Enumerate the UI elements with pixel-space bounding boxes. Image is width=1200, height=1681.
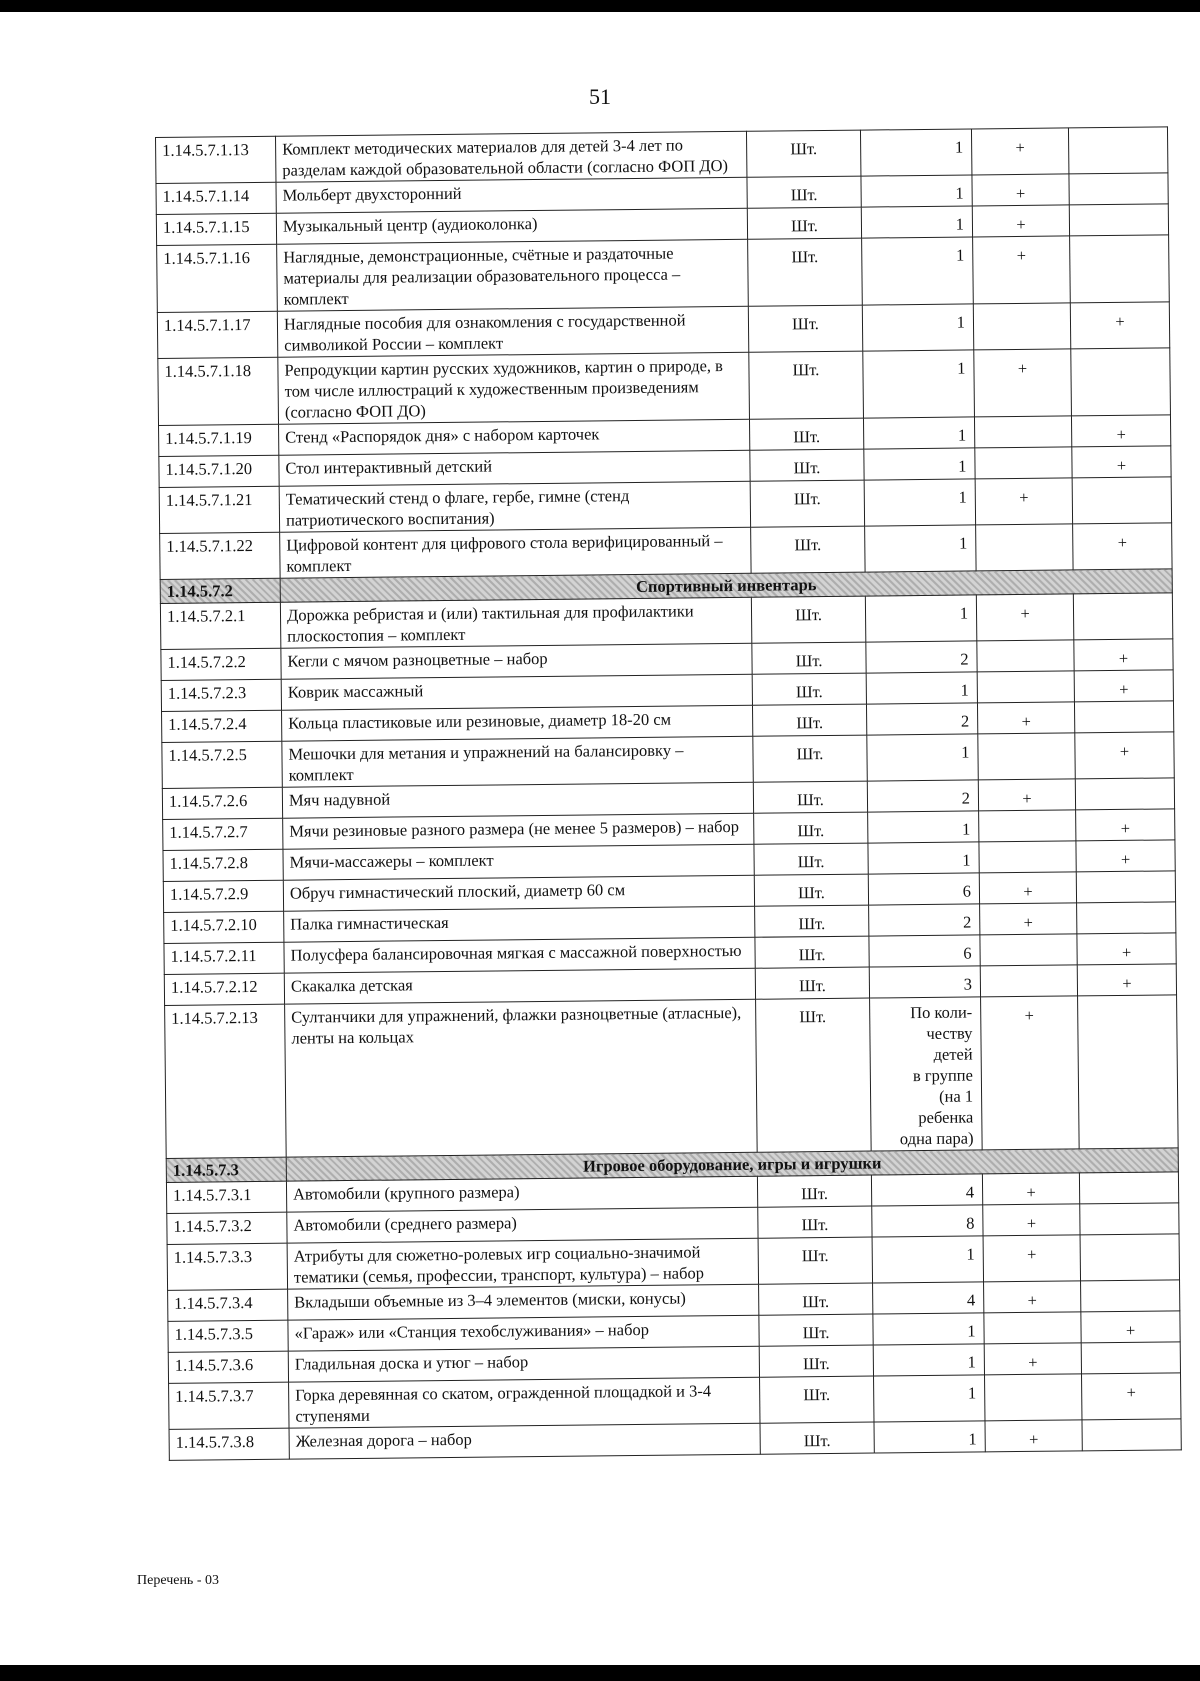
item-quantity: 2 xyxy=(867,780,978,812)
item-name: Горка деревянная со скатом, огражденной площадкой и 3-4 ступенями xyxy=(289,1377,760,1428)
item-name: Железная дорога – набор xyxy=(289,1423,760,1459)
item-unit: Шт. xyxy=(751,526,865,573)
mark-column-1 xyxy=(979,810,1076,842)
item-code: 1.14.5.7.2.13 xyxy=(165,1004,287,1158)
item-code: 1.14.5.7.2.6 xyxy=(162,787,282,819)
mark-column-1 xyxy=(976,524,1073,571)
mark-column-2: + xyxy=(1077,933,1176,965)
item-quantity: 4 xyxy=(873,1282,984,1314)
item-unit: Шт. xyxy=(755,967,869,999)
mark-column-2: + xyxy=(1074,670,1173,702)
item-unit: Шт. xyxy=(754,812,868,844)
item-quantity: 6 xyxy=(869,935,980,967)
mark-column-1: + xyxy=(980,903,1077,935)
item-name: Мольберт двухсторонний xyxy=(276,177,747,213)
item-quantity: 1 xyxy=(873,1344,984,1376)
item-quantity: 1 xyxy=(861,175,972,207)
item-unit: Шт. xyxy=(758,1206,872,1238)
item-name: Стол интерактивный детский xyxy=(279,450,750,486)
item-quantity: 1 xyxy=(860,129,971,176)
mark-column-2 xyxy=(1078,995,1179,1149)
item-code: 1.14.5.7.2.4 xyxy=(162,710,282,742)
mark-column-1 xyxy=(980,934,1077,966)
item-name: Тематический стенд о флаге, гербе, гимне (стенд патриотического воспитания) xyxy=(279,481,750,532)
mark-column-1: + xyxy=(983,1204,1080,1236)
mark-column-1 xyxy=(975,447,1072,479)
item-unit: Шт. xyxy=(748,238,863,306)
item-unit: Шт. xyxy=(747,176,861,208)
item-name: Коврик массажный xyxy=(281,674,752,710)
item-name: Дорожка ребристая и (или) тактильная для профилактики плоскостопия – комплект xyxy=(280,597,751,648)
item-code: 1.14.5.7.3.7 xyxy=(169,1382,289,1429)
item-name: Музыкальный центр (аудиоколонка) xyxy=(276,208,747,244)
mark-column-2: + xyxy=(1072,446,1171,478)
item-unit: Шт. xyxy=(753,735,867,782)
item-name: Цифровой контент для цифрового стола верифицированный – комплект xyxy=(280,527,751,578)
item-unit: Шт. xyxy=(759,1283,873,1315)
mark-column-2 xyxy=(1077,902,1176,934)
item-code: 1.14.5.7.1.19 xyxy=(159,424,279,456)
mark-column-2 xyxy=(1075,778,1174,810)
item-name: Автомобили (среднего размера) xyxy=(287,1207,758,1243)
mark-column-1: + xyxy=(982,1173,1079,1205)
item-unit: Шт. xyxy=(750,449,864,481)
item-code: 1.14.5.7.2.7 xyxy=(163,818,283,850)
item-code: 1.14.5.7.2.11 xyxy=(164,942,284,974)
item-code: 1.14.5.7.3.5 xyxy=(168,1320,288,1352)
mark-column-2 xyxy=(1081,1342,1180,1374)
item-unit: Шт. xyxy=(747,207,861,239)
mark-column-1 xyxy=(977,671,1074,703)
item-quantity: 3 xyxy=(869,966,980,998)
mark-column-1 xyxy=(984,1312,1081,1344)
item-unit: Шт. xyxy=(752,642,866,674)
item-unit: Шт. xyxy=(746,130,860,177)
item-code: 1.14.5.7.2.8 xyxy=(163,849,283,881)
item-code: 1.14.5.7.1.18 xyxy=(158,357,279,425)
item-code: 1.14.5.7.2.1 xyxy=(160,602,280,649)
mark-column-1: + xyxy=(984,1343,1081,1375)
mark-column-1: + xyxy=(979,872,1076,904)
item-unit: Шт. xyxy=(752,704,866,736)
item-code: 1.14.5.7.1.13 xyxy=(156,136,276,183)
item-code: 1.14.5.7.2.9 xyxy=(163,880,283,912)
table-row xyxy=(158,348,1171,426)
item-name: Султанчики для упражнений, флажки разноцветные (атласные), ленты на кольцах xyxy=(285,999,758,1157)
item-unit: Шт. xyxy=(752,673,866,705)
item-quantity: 8 xyxy=(872,1205,983,1237)
item-unit: Шт. xyxy=(755,905,869,937)
item-unit: Шт. xyxy=(749,418,863,450)
item-quantity: 1 xyxy=(872,1236,983,1283)
item-code: 1.14.5.7.2.3 xyxy=(161,679,281,711)
item-code: 1.14.5.7.1.16 xyxy=(157,244,278,312)
item-name: «Гараж» или «Станция техобслуживания» – набор xyxy=(288,1315,759,1351)
item-code: 1.14.5.7.3.3 xyxy=(167,1243,287,1290)
mark-column-2 xyxy=(1080,1203,1179,1235)
item-code: 1.14.5.7.2.5 xyxy=(162,741,282,788)
item-name: Атрибуты для сюжетно-ролевых игр социально-значимой тематики (семья, профессии, транспорт, культура) – набор xyxy=(287,1238,758,1289)
item-unit: Шт. xyxy=(759,1345,873,1377)
item-name: Кольца пластиковые или резиновые, диаметр 18-20 см xyxy=(282,705,753,741)
mark-column-2: + xyxy=(1081,1311,1180,1343)
footer-label: Перечень - 03 xyxy=(137,1573,219,1588)
mark-column-2: + xyxy=(1077,964,1176,996)
mark-column-1: + xyxy=(972,174,1069,206)
item-code: 1.14.5.7.1.22 xyxy=(160,532,280,579)
mark-column-2 xyxy=(1079,1172,1178,1204)
item-name: Репродукции картин русских художников, картин о природе, в том числе иллюстраций к художественным произведениям (согласно ФОП ДО) xyxy=(278,352,750,424)
item-quantity: 4 xyxy=(871,1174,982,1206)
item-name: Палка гимнастическая xyxy=(284,906,755,942)
mark-column-1 xyxy=(979,841,1076,873)
item-name: Комплект методических материалов для детей 3-4 лет по разделам каждой образовательной области (согласно ФОП ДО) xyxy=(275,131,746,182)
scan-top-border xyxy=(0,0,1200,12)
item-name: Обруч гимнастический плоский, диаметр 60 см xyxy=(283,875,754,911)
mark-column-1: + xyxy=(978,779,1075,811)
item-unit: Шт. xyxy=(755,936,869,968)
item-name: Мячи резиновые разного размера (не менее 5 размеров) – набор xyxy=(283,813,754,849)
item-name: Полусфера балансировочная мягкая с массажной поверхностью xyxy=(284,937,755,973)
item-name: Мячи-массажеры – комплект xyxy=(283,844,754,880)
mark-column-1 xyxy=(985,1374,1082,1421)
mark-column-1 xyxy=(977,640,1074,672)
item-name: Скакалка детская xyxy=(284,968,755,1004)
mark-column-1: + xyxy=(971,128,1068,175)
item-quantity: 1 xyxy=(863,350,975,418)
item-quantity: 1 xyxy=(868,842,979,874)
mark-column-1: + xyxy=(975,478,1072,525)
item-code: 1.14.5.7.1.21 xyxy=(159,486,279,533)
item-quantity: 1 xyxy=(874,1421,985,1453)
mark-column-1: + xyxy=(973,236,1071,304)
item-quantity: 1 xyxy=(866,672,977,704)
mark-column-2: + xyxy=(1071,415,1170,447)
section-title: Спортивный инвентарь xyxy=(280,569,1172,602)
mark-column-1: + xyxy=(981,996,1080,1150)
item-name: Наглядные, демонстрационные, счётные и раздаточные материалы для реализации образовательного процесса – комплект xyxy=(277,239,749,311)
mark-column-2: + xyxy=(1070,302,1169,349)
item-quantity: 1 xyxy=(864,479,975,526)
mark-column-2 xyxy=(1069,204,1168,236)
mark-column-2: + xyxy=(1076,809,1175,841)
mark-column-1: + xyxy=(972,205,1069,237)
item-name: Наглядные пособия для ознакомления с государственной символикой России – комплект xyxy=(277,306,748,357)
mark-column-2: + xyxy=(1075,732,1174,779)
item-quantity: 2 xyxy=(866,641,977,673)
item-name: Кегли с мячом разноцветные – набор xyxy=(281,643,752,679)
item-quantity: 1 xyxy=(865,525,976,572)
item-quantity: 2 xyxy=(869,904,980,936)
item-unit: Шт. xyxy=(751,596,865,643)
mark-column-1: + xyxy=(985,1420,1082,1452)
item-name: Мешочки для метания и упражнений на балансировку – комплект xyxy=(282,736,753,787)
page-number: 51 xyxy=(589,84,611,109)
section-code: 1.14.5.7.3 xyxy=(166,1157,286,1182)
item-code: 1.14.5.7.3.6 xyxy=(168,1351,288,1383)
item-quantity: 1 xyxy=(867,734,978,781)
equipment-table-body xyxy=(156,127,1182,1461)
item-quantity: 1 xyxy=(864,448,975,480)
item-name: Стенд «Распорядок дня» с набором карточек xyxy=(279,419,750,455)
section-code: 1.14.5.7.2 xyxy=(160,578,280,603)
mark-column-1: + xyxy=(984,1281,1081,1313)
mark-column-1: + xyxy=(983,1235,1080,1282)
item-code: 1.14.5.7.2.10 xyxy=(164,911,284,943)
item-unit: Шт. xyxy=(750,480,864,527)
equipment-table xyxy=(155,126,1182,1461)
item-code: 1.14.5.7.1.15 xyxy=(156,213,276,245)
item-unit: Шт. xyxy=(753,781,867,813)
item-quantity: 1 xyxy=(874,1375,985,1422)
mark-column-2 xyxy=(1071,348,1171,416)
table-row xyxy=(157,235,1170,313)
mark-column-2 xyxy=(1068,127,1167,174)
mark-column-1: + xyxy=(977,702,1074,734)
mark-column-2: + xyxy=(1076,840,1175,872)
item-quantity: 1 xyxy=(862,304,973,351)
item-code: 1.14.5.7.3.4 xyxy=(168,1289,288,1321)
item-unit: Шт. xyxy=(754,874,868,906)
mark-column-2 xyxy=(1081,1280,1180,1312)
mark-column-2: + xyxy=(1082,1373,1181,1420)
item-quantity: 1 xyxy=(868,811,979,843)
mark-column-2 xyxy=(1069,173,1168,205)
mark-column-2: + xyxy=(1073,523,1172,570)
mark-column-2 xyxy=(1070,235,1170,303)
item-unit: Шт. xyxy=(758,1237,872,1284)
item-code: 1.14.5.7.3.8 xyxy=(169,1428,289,1460)
mark-column-2 xyxy=(1073,593,1172,640)
mark-column-1 xyxy=(980,965,1077,997)
item-unit: Шт. xyxy=(760,1422,874,1454)
item-quantity: 1 xyxy=(873,1313,984,1345)
item-code: 1.14.5.7.1.17 xyxy=(157,311,277,358)
table-row xyxy=(165,995,1179,1159)
item-code: 1.14.5.7.3.2 xyxy=(167,1212,287,1244)
mark-column-1: + xyxy=(974,349,1072,417)
item-unit: Шт. xyxy=(754,843,868,875)
item-unit: Шт. xyxy=(756,998,872,1152)
item-name: Мяч надувной xyxy=(282,782,753,818)
item-quantity: 1 xyxy=(861,206,972,238)
mark-column-2: + xyxy=(1074,639,1173,671)
item-quantity: По коли- честву детей в группе (на 1 ребенка одна пара) xyxy=(870,997,983,1151)
item-name: Вкладыши объемные из 3–4 элементов (миски, конусы) xyxy=(288,1284,759,1320)
item-unit: Шт. xyxy=(749,351,864,419)
item-unit: Шт. xyxy=(759,1314,873,1346)
item-code: 1.14.5.7.2.12 xyxy=(164,973,284,1005)
mark-column-2 xyxy=(1072,477,1171,524)
mark-column-1 xyxy=(978,733,1075,780)
item-quantity: 6 xyxy=(868,873,979,905)
item-code: 1.14.5.7.2.2 xyxy=(161,648,281,680)
mark-column-2 xyxy=(1080,1234,1179,1281)
item-name: Автомобили (крупного размера) xyxy=(286,1176,757,1212)
item-unit: Шт. xyxy=(760,1376,874,1423)
mark-column-2 xyxy=(1074,701,1173,733)
mark-column-1: + xyxy=(976,594,1073,641)
item-quantity: 1 xyxy=(863,417,974,449)
scan-bottom-border xyxy=(0,1665,1200,1681)
item-name: Гладильная доска и утюг – набор xyxy=(288,1346,759,1382)
item-quantity: 2 xyxy=(866,703,977,735)
item-quantity: 1 xyxy=(862,237,974,305)
mark-column-2 xyxy=(1082,1419,1181,1451)
item-code: 1.14.5.7.1.20 xyxy=(159,455,279,487)
item-unit: Шт. xyxy=(748,305,862,352)
section-title: Игровое оборудование, игры и игрушки xyxy=(286,1148,1178,1181)
item-quantity: 1 xyxy=(865,595,976,642)
mark-column-2 xyxy=(1076,871,1175,903)
mark-column-1 xyxy=(973,303,1070,350)
item-code: 1.14.5.7.3.1 xyxy=(166,1181,286,1213)
item-unit: Шт. xyxy=(757,1175,871,1207)
mark-column-1 xyxy=(974,416,1071,448)
item-code: 1.14.5.7.1.14 xyxy=(156,182,276,214)
